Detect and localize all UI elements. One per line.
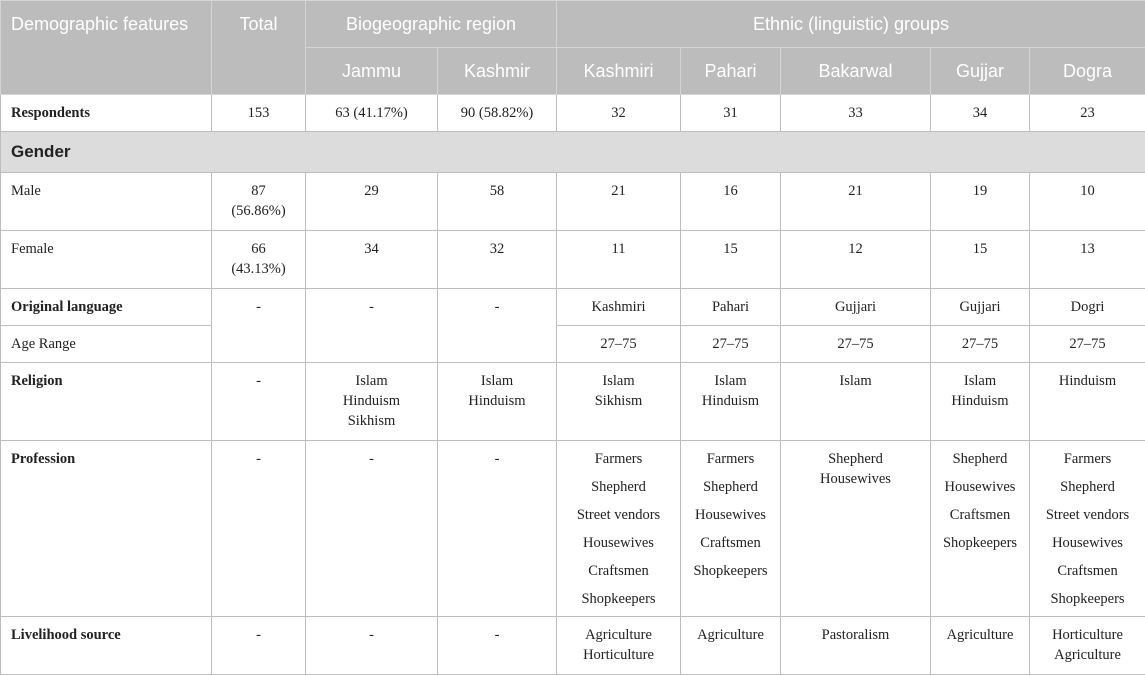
male-jammu: 29: [306, 173, 438, 231]
religion-item: Islam: [563, 371, 674, 391]
language-dogra: Dogri: [1030, 289, 1145, 326]
religion-item: Islam: [312, 371, 431, 391]
religion-dogra: [1030, 363, 1145, 441]
livelihood-item: Horticulture: [563, 645, 674, 665]
respondents-gujjar: 34: [931, 95, 1030, 132]
language-pahari: Pahari: [681, 289, 781, 326]
table-row-religion: [1, 363, 1145, 441]
profession-item: Shepherd: [687, 473, 774, 501]
profession-bakarwal: [781, 441, 931, 617]
header-demographic-features: Demographic features: [1, 1, 212, 95]
profession-item: Shepherd: [937, 445, 1023, 473]
language-kashmiri: Kashmiri: [557, 289, 681, 326]
respondents-dogra: 23: [1030, 95, 1145, 132]
profession-item: Shepherd: [787, 449, 924, 469]
livelihood-item: Agriculture: [937, 625, 1023, 645]
respondents-bakarwal: 33: [781, 95, 931, 132]
male-kashmiri: 21: [557, 173, 681, 231]
header-bakarwal: Bakarwal: [781, 48, 931, 95]
age-dogra: 27–75: [1030, 326, 1145, 363]
profession-jammu: -: [306, 441, 438, 617]
header-kashmir: Kashmir: [438, 48, 557, 95]
religion-item: Islam: [444, 371, 550, 391]
profession-dogra: [1030, 441, 1145, 617]
livelihood-bakarwal: [781, 617, 931, 675]
female-total-count: 66: [218, 239, 299, 259]
respondents-jammu: 63 (41.17%): [306, 95, 438, 132]
religion-item: Islam: [687, 371, 774, 391]
profession-item: Farmers: [1036, 445, 1139, 473]
profession-item: Street vendors: [1036, 501, 1139, 529]
religion-item: Islam: [787, 371, 924, 391]
male-bakarwal: 21: [781, 173, 931, 231]
profession-item: Craftsmen: [563, 557, 674, 585]
header-kashmiri: Kashmiri: [557, 48, 681, 95]
profession-item: Craftsmen: [1036, 557, 1139, 585]
livelihood-item: Pastoralism: [787, 625, 924, 645]
profession-item: Shopkeepers: [687, 557, 774, 585]
profession-item: Shopkeepers: [563, 585, 674, 613]
profession-item: Farmers: [687, 445, 774, 473]
profession-kashmir: -: [438, 441, 557, 617]
livelihood-item: Agriculture: [1036, 645, 1139, 665]
female-jammu: 34: [306, 231, 438, 289]
row-label-livelihood: Livelihood source: [1, 617, 212, 675]
respondents-kashmiri: 32: [557, 95, 681, 132]
female-bakarwal: 12: [781, 231, 931, 289]
religion-kashmiri: [557, 363, 681, 441]
female-pahari: 15: [681, 231, 781, 289]
profession-item: Housewives: [563, 529, 674, 557]
religion-item: Hinduism: [937, 391, 1023, 411]
livelihood-total: -: [212, 617, 306, 675]
profession-item: Shepherd: [1036, 473, 1139, 501]
religion-item: Hinduism: [687, 391, 774, 411]
male-total-count: 87: [218, 181, 299, 201]
male-total: [212, 173, 306, 231]
profession-item: Housewives: [1036, 529, 1139, 557]
female-kashmiri: 11: [557, 231, 681, 289]
religion-jammu: [306, 363, 438, 441]
profession-item: Craftsmen: [687, 529, 774, 557]
row-label-age-range: Age Range: [1, 326, 212, 363]
row-label-original-language: Original language: [1, 289, 212, 326]
profession-total: -: [212, 441, 306, 617]
row-label-religion: Religion: [1, 363, 212, 441]
religion-total: -: [212, 363, 306, 441]
language-bakarwal: Gujjari: [781, 289, 931, 326]
table-row-gender-section: [1, 132, 1145, 173]
age-bakarwal: 27–75: [781, 326, 931, 363]
section-gender: Gender: [1, 132, 1145, 173]
religion-item: Hinduism: [1036, 371, 1139, 391]
religion-gujjar: [931, 363, 1030, 441]
livelihood-kashmir: -: [438, 617, 557, 675]
male-kashmir: 58: [438, 173, 557, 231]
male-pahari: 16: [681, 173, 781, 231]
female-dogra: 13: [1030, 231, 1145, 289]
table-row-female: [1, 231, 1145, 289]
header-biogeographic-region: Biogeographic region: [306, 1, 557, 48]
female-total-percent: (43.13%): [218, 259, 299, 279]
row-label-profession: Profession: [1, 441, 212, 617]
header-gujjar: Gujjar: [931, 48, 1030, 95]
profession-item: Shopkeepers: [1036, 585, 1139, 613]
livelihood-item: Agriculture: [687, 625, 774, 645]
table-row-profession: [1, 441, 1145, 617]
table-row-livelihood: [1, 617, 1145, 675]
profession-item: Housewives: [687, 501, 774, 529]
respondents-kashmir: 90 (58.82%): [438, 95, 557, 132]
profession-item: Shepherd: [563, 473, 674, 501]
row-label-respondents: Respondents: [1, 95, 212, 132]
livelihood-item: Agriculture: [563, 625, 674, 645]
profession-gujjar: [931, 441, 1030, 617]
religion-pahari: [681, 363, 781, 441]
header-jammu: Jammu: [306, 48, 438, 95]
respondents-total: 153: [212, 95, 306, 132]
age-pahari: 27–75: [681, 326, 781, 363]
respondents-pahari: 31: [681, 95, 781, 132]
livelihood-item: Horticulture: [1036, 625, 1139, 645]
language-jammu: -: [306, 289, 438, 363]
female-kashmir: 32: [438, 231, 557, 289]
row-label-male: Male: [1, 173, 212, 231]
language-kashmir: -: [438, 289, 557, 363]
religion-item: Islam: [937, 371, 1023, 391]
male-gujjar: 19: [931, 173, 1030, 231]
language-total: -: [212, 289, 306, 363]
female-total: [212, 231, 306, 289]
religion-item: Hinduism: [312, 391, 431, 411]
header-ethnic-groups: Ethnic (linguistic) groups: [557, 1, 1145, 48]
profession-item: Housewives: [937, 473, 1023, 501]
age-gujjar: 27–75: [931, 326, 1030, 363]
header-total: Total: [212, 1, 306, 95]
row-label-female: Female: [1, 231, 212, 289]
profession-item: Street vendors: [563, 501, 674, 529]
profession-item: Housewives: [787, 469, 924, 489]
profession-kashmiri: [557, 441, 681, 617]
religion-item: Hinduism: [444, 391, 550, 411]
livelihood-dogra: [1030, 617, 1145, 675]
livelihood-pahari: [681, 617, 781, 675]
table-row-male: [1, 173, 1145, 231]
table-row-original-language: [1, 289, 1145, 326]
religion-item: Sikhism: [563, 391, 674, 411]
livelihood-gujjar: [931, 617, 1030, 675]
livelihood-jammu: -: [306, 617, 438, 675]
table-row-age-range: [1, 326, 1145, 363]
profession-item: Farmers: [563, 445, 674, 473]
table-row-respondents: [1, 95, 1145, 132]
language-gujjar: Gujjari: [931, 289, 1030, 326]
male-total-percent: (56.86%): [218, 201, 299, 221]
table-header: [1, 1, 1145, 95]
male-dogra: 10: [1030, 173, 1145, 231]
profession-pahari: [681, 441, 781, 617]
header-dogra: Dogra: [1030, 48, 1145, 95]
female-gujjar: 15: [931, 231, 1030, 289]
livelihood-kashmiri: [557, 617, 681, 675]
religion-bakarwal: [781, 363, 931, 441]
header-pahari: Pahari: [681, 48, 781, 95]
profession-item: Shopkeepers: [937, 529, 1023, 557]
age-kashmiri: 27–75: [557, 326, 681, 363]
profession-item: Craftsmen: [937, 501, 1023, 529]
religion-item: Sikhism: [312, 411, 431, 431]
religion-kashmir: [438, 363, 557, 441]
